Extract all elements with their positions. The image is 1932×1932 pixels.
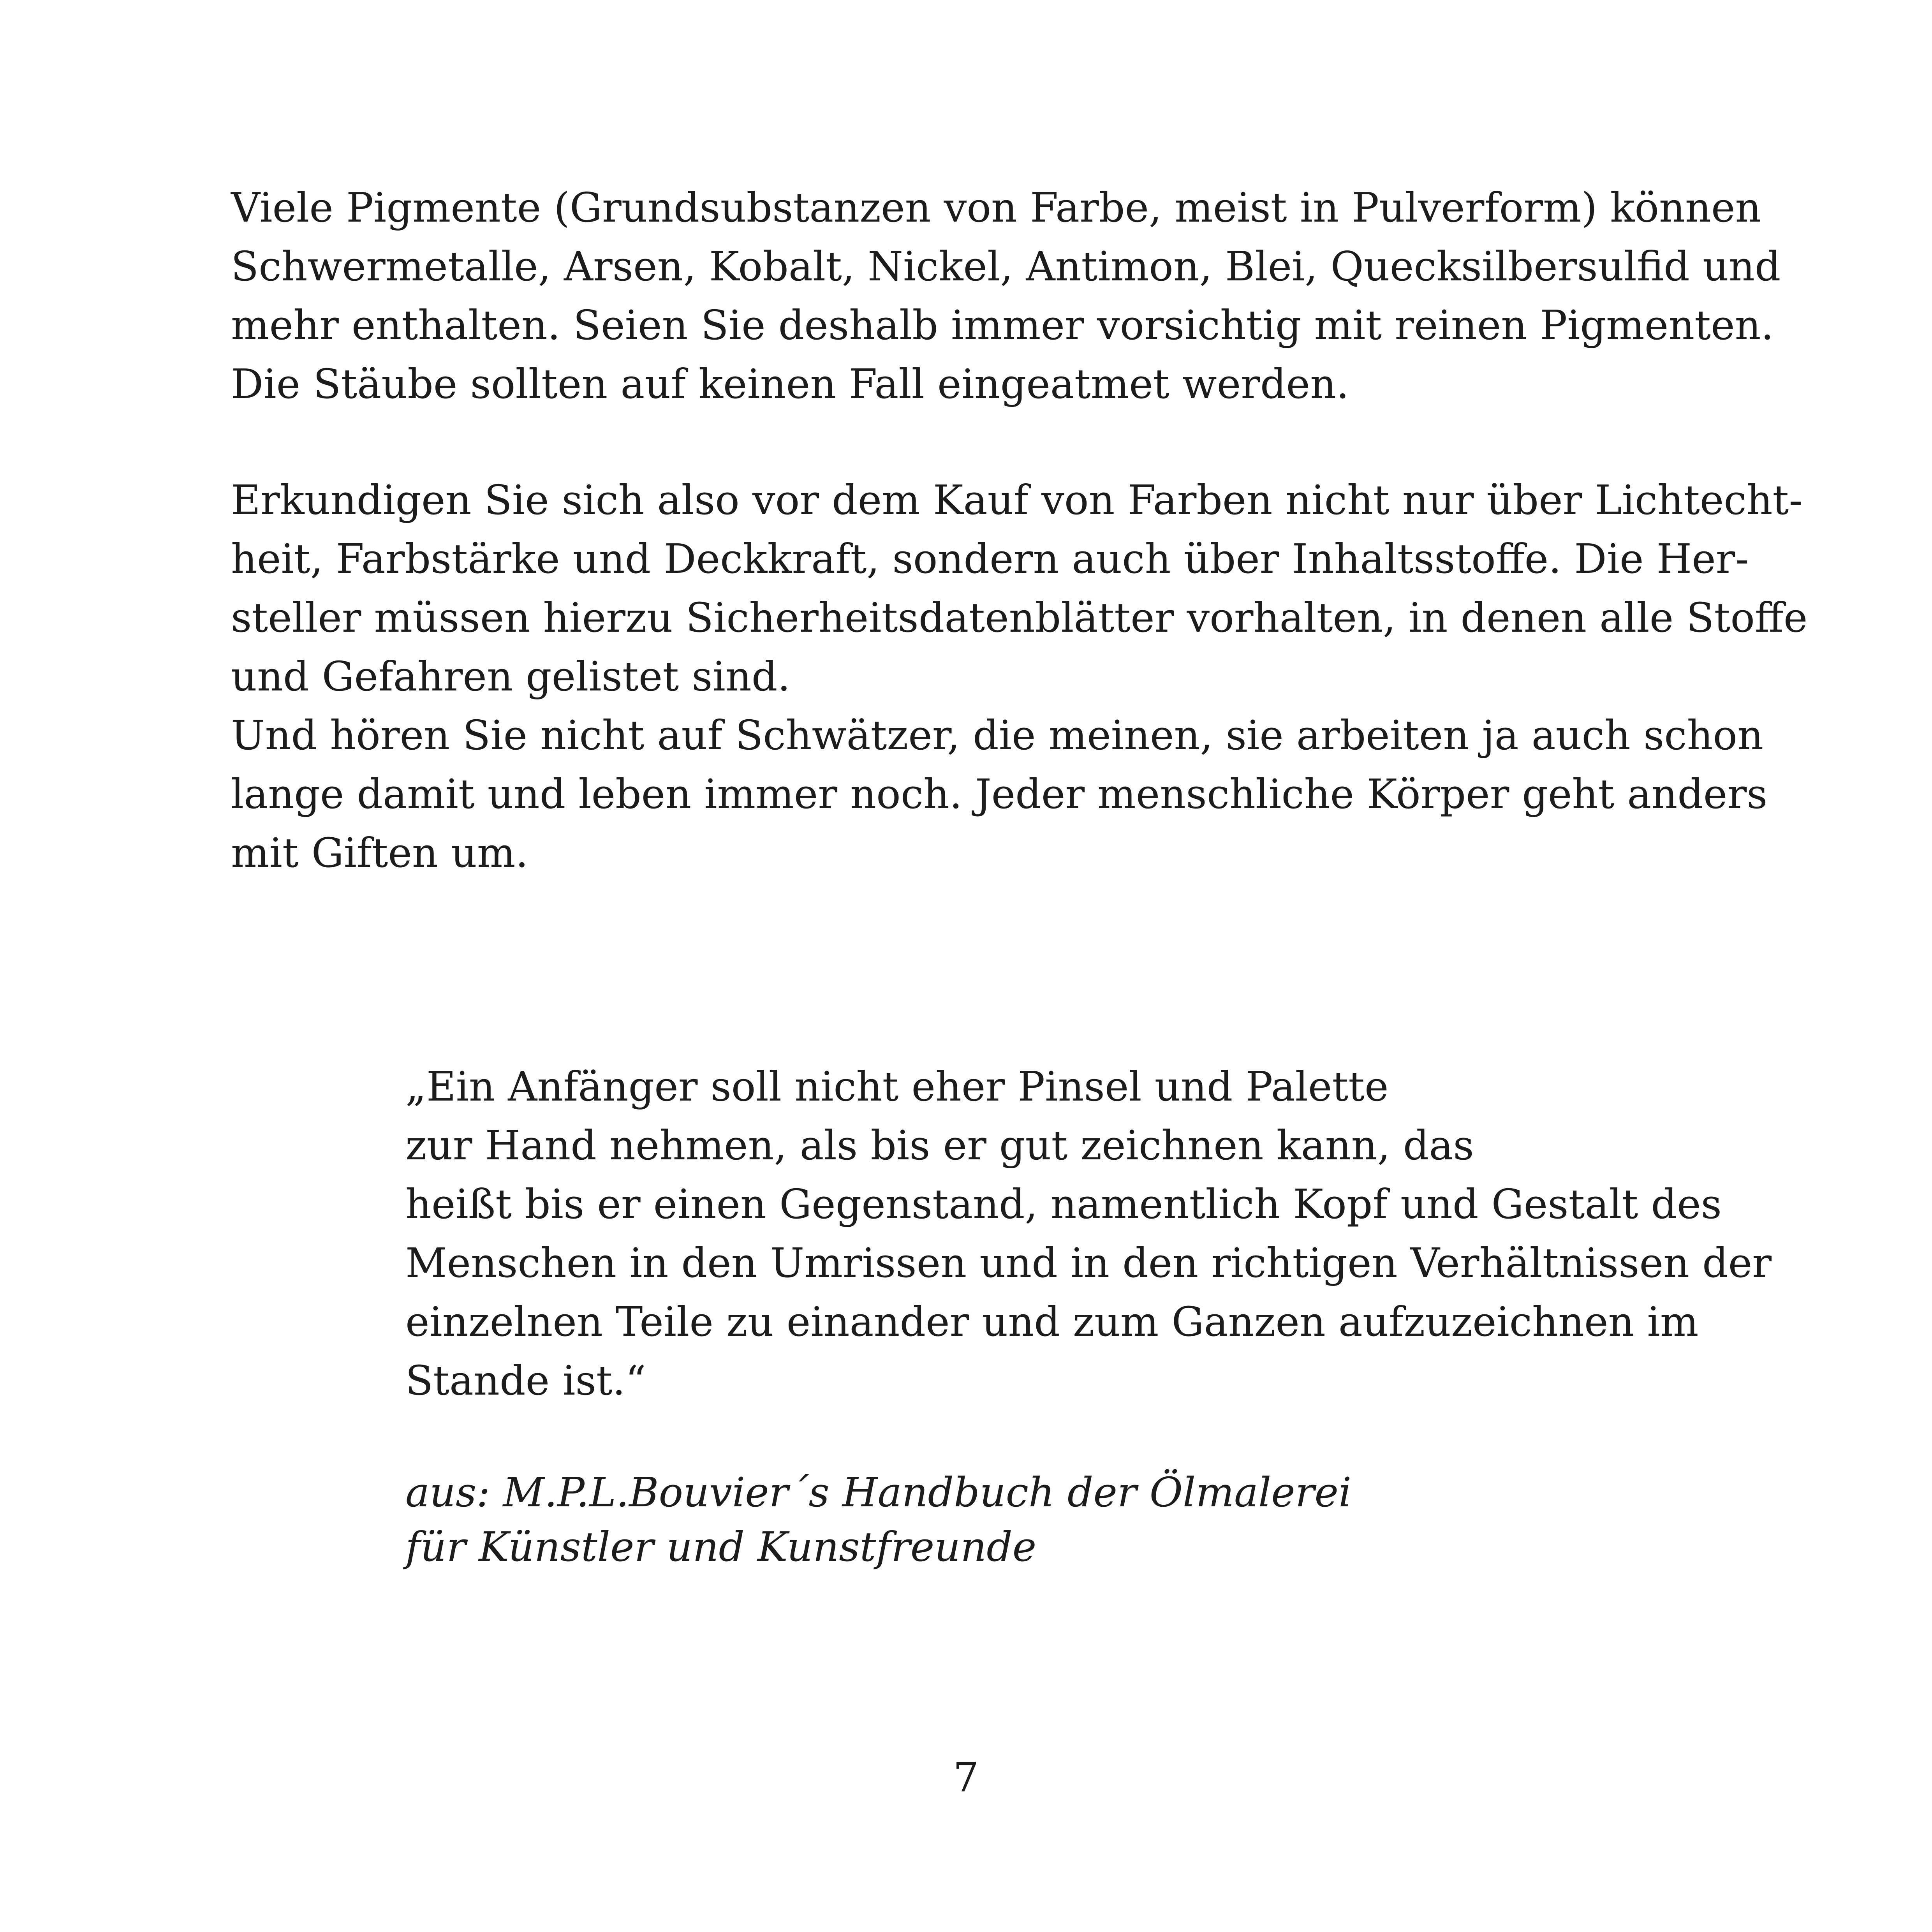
quote-line: Stande ist.“ <box>405 1357 646 1404</box>
quote-line: einzelnen Teile zu einander und zum Ganzen aufzuzeichnen im <box>405 1298 1699 1346</box>
quote-line: Menschen in den Umrissen und in den richtigen Verhältnissen der <box>405 1239 1772 1287</box>
text-line: und Gefahren gelistet sind. <box>231 653 791 700</box>
text-line: Schwermetalle, Arsen, Kobalt, Nickel, Antimon, Blei, Quecksilbersulfid und <box>231 243 1781 290</box>
quote-line: „Ein Anfänger soll nicht eher Pinsel und Palette <box>405 1063 1389 1110</box>
text-line: Die Stäube sollten auf keinen Fall eingeatmet werden. <box>231 360 1349 408</box>
source-line: für Künstler und Kunstfreunde <box>405 1523 1037 1571</box>
text-line: mehr enthalten. Seien Sie deshalb immer vorsichtig mit reinen Pigmenten. <box>231 301 1774 349</box>
text-line: mit Giften um. <box>231 829 528 877</box>
text-line: heit, Farbstärke und Deckkraft, sondern auch über Inhaltsstoffe. Die Her- <box>231 535 1749 583</box>
paragraph-inquire <box>231 471 1808 882</box>
text-line: lange damit und leben immer noch. Jeder menschliche Körper geht anders <box>231 770 1768 818</box>
page-number: 7 <box>953 1754 979 1801</box>
source-line: aus: M.P.L.Bouvier´s Handbuch der Ölmalerei <box>405 1469 1352 1516</box>
text-line: Viele Pigmente (Grundsubstanzen von Farbe, meist in Pulverform) können <box>231 184 1761 231</box>
text-line: Und hören Sie nicht auf Schwätzer, die meinen, sie arbeiten ja auch schon <box>231 712 1764 759</box>
quote-source <box>405 1465 1702 1574</box>
quote-line: zur Hand nehmen, als bis er gut zeichnen kann, das <box>405 1122 1474 1169</box>
text-line: steller müssen hierzu Sicherheitsdatenblätter vorhalten, in denen alle Stoffe <box>231 594 1808 641</box>
text-line: Erkundigen Sie sich also vor dem Kauf von Farben nicht nur über Lichtecht- <box>231 476 1803 524</box>
paragraph-pigments <box>231 178 1781 414</box>
block-quote <box>405 1057 1772 1410</box>
quote-line: heißt bis er einen Gegenstand, namentlich Kopf und Gestalt des <box>405 1180 1722 1228</box>
